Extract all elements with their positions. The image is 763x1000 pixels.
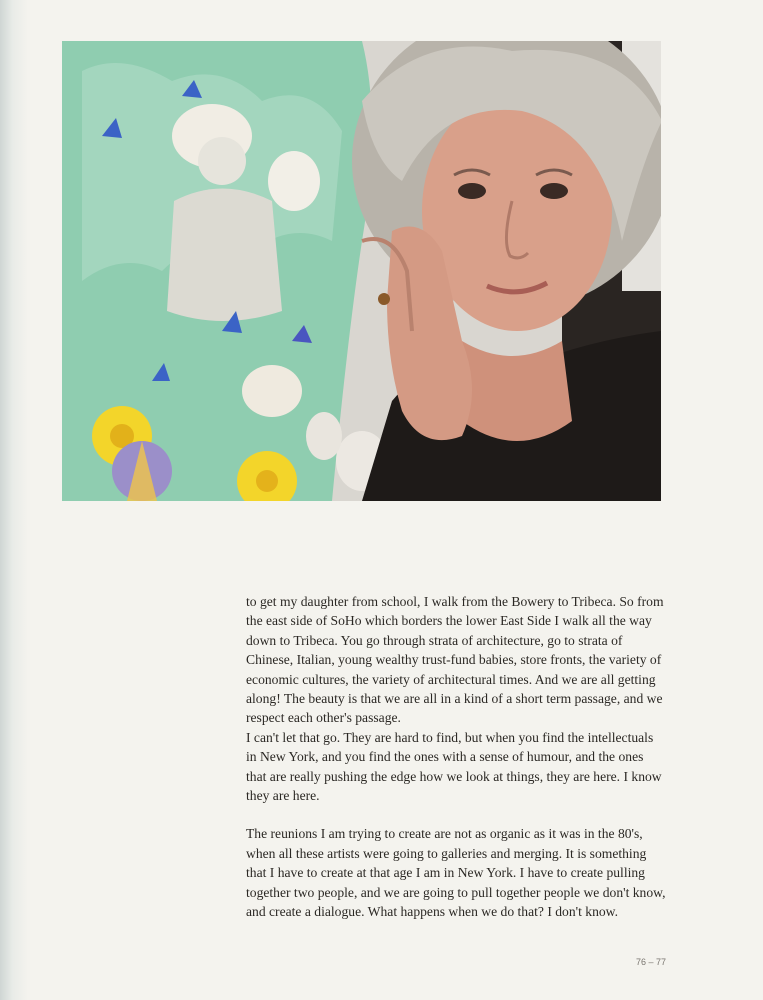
paragraph-3: The reunions I am trying to create are not as organic as it was in the 80's, when all these artists were going to galleries and merging. It is something that I have to create at that age I am in New York. I have to create pulling together two people, and we are going to pull together people we don't know, and create a dialogue. What happens when we do that? I don't know. (246, 826, 666, 920)
article-body (246, 592, 666, 922)
paragraph-1: to get my daughter from school, I walk from the Bowery to Tribeca. So from the east side of SoHo which borders the lower East Side I walk all the way down to Tribeca. You go through strata of architecture, go to strata of Chinese, Italian, young wealthy trust-fund babies, store fronts, the variety of economic cultures, the variety of architectural times. And we are all getting along! The beauty is that we are all in a kind of a short term passage, and we respect each other's passage. (246, 594, 664, 726)
page-number: 76 – 77 (635, 957, 666, 967)
paragraph-2: I can't let that go. They are hard to find, but when you find the intellectuals in New York, and you find the ones with a sense of humour, and the ones that are really pushing the edge how we look at things, they are here. I know they are here. (246, 729, 662, 804)
portrait-photo (62, 41, 661, 501)
page-gutter-shadow (0, 0, 28, 1000)
portrait-photo-illustration (62, 41, 661, 501)
